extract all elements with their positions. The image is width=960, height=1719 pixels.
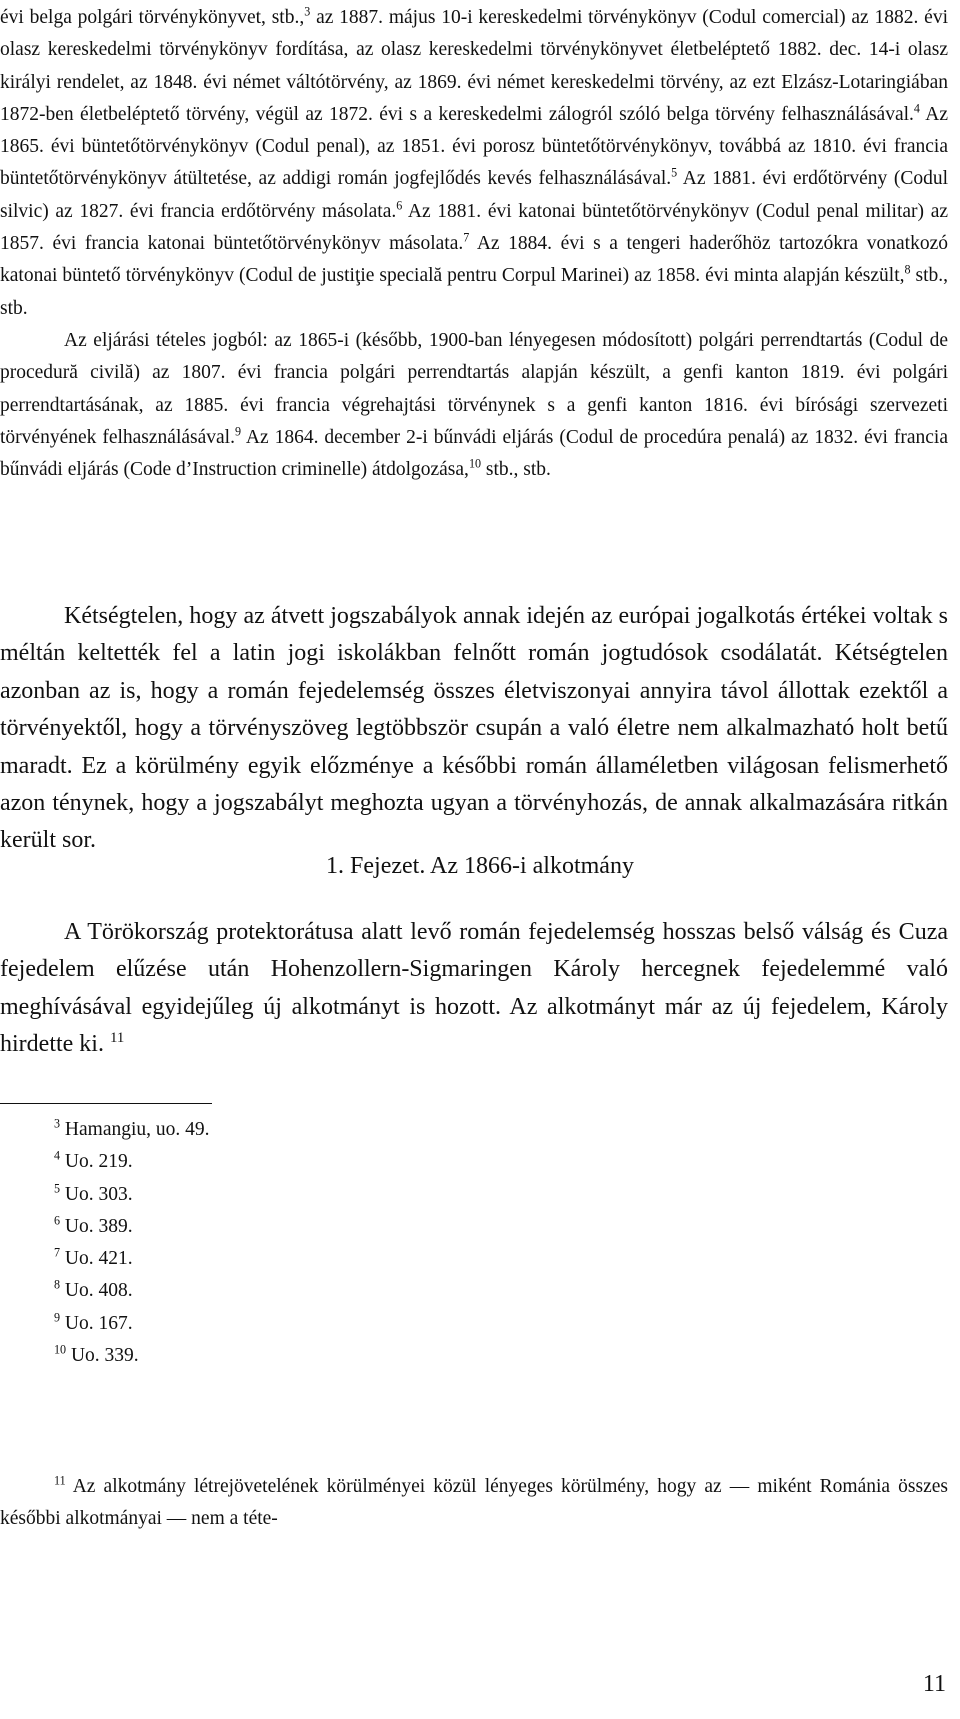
footnote-ref[interactable]: 10 <box>468 456 482 471</box>
footnote-item <box>54 1146 210 1178</box>
text-run: stb., stb. <box>0 265 948 319</box>
footnote-number: 11 <box>54 1473 66 1488</box>
footnote-ref[interactable]: 5 <box>671 166 678 180</box>
footnote-text: Uo. 303. <box>64 1183 133 1205</box>
footnote-number: 9 <box>54 1310 61 1325</box>
footnote-ref[interactable]: 7 <box>463 230 470 245</box>
text-run: stb., stb. <box>481 459 551 481</box>
footnote-ref[interactable]: 3 <box>304 4 311 19</box>
text-run: Az 1881. évi erdőtörvény (Codul silvic) az 1827. évi francia erdőtörvény másolata. <box>0 168 949 222</box>
footnote-item <box>54 1340 210 1372</box>
footnote-number: 4 <box>54 1148 61 1163</box>
paragraph-procedure-law <box>0 325 948 486</box>
footnote-long-text <box>0 1471 948 1536</box>
text-run: Az eljárási tételes jogból: az 1865-i (később, 1900-ban lényegesen módosított) polgári perrendtartás (Codul de procedură civilă) az 1807. évi francia polgári perrendtartás alapján készült, a genfi kanton 1819. évi polgári perrendtartásának, az 1885. évi francia végrehajtási törvénynek s a genfi kanton 1816. évi bírósági szervezeti törvényének felhasználásával. <box>0 329 948 448</box>
footnote-ref[interactable]: 11 <box>109 1030 125 1046</box>
paragraph-codes-list <box>0 2 948 325</box>
text-run: Az 1864. december 2-i bűnvádi eljárás (Codul de procedúra penalá) az 1832. évi francia bűnvádi eljárás (Code d’Instruction criminelle) átdolgozása, <box>0 426 949 481</box>
footnote-text: Uo. 408. <box>64 1280 133 1302</box>
top-block <box>0 2 948 486</box>
footnote-item <box>54 1308 210 1340</box>
footnote-number: 6 <box>54 1213 61 1228</box>
paragraph-assessment: Kétségtelen, hogy az átvett jogszabályok annak idején az európai jogalkotás értékei voltak s méltán keltették fel a latin jogi iskolákban felnőtt román jogtudósok csodálatát. Kétségtelen azonban az is, hogy a román fejedelemség összes életviszonyai annyira távol állottak ezektől a törvényektől, hogy a törvényszöveg legtöbbször csupán a való életre nem alkalmazható holt betű maradt. Ez a körülmény egyik előzménye a későbbi román államéletben világosan felismerhető azon ténynek, hogy a jogszabályt meghozta ugyan a törvényhozás, de annak alkalmazására ritkán került sor. <box>0 603 948 854</box>
footnote-text: Uo. 421. <box>64 1248 133 1270</box>
footnote-text: Hamangiu, uo. 49. <box>64 1119 210 1140</box>
footnote-ref[interactable]: 8 <box>904 262 911 277</box>
footnote-item <box>54 1211 210 1243</box>
footnote-number: 3 <box>54 1116 61 1131</box>
footnote-item <box>54 1275 210 1307</box>
chapter-title: 1. Fejezet. Az 1866-i alkotmány <box>326 853 634 879</box>
text-run: az 1887. május 10-i kereskedelmi törvénykönyv (Codul comercial) az 1882. évi olasz kereskedelmi törvénykönyv fordítása, az olasz kereskedelmi törvénykönyvet életbeléptető 1882. dec. 14-i olasz királyi rendelet, az 1848. évi német váltótörvény, az 1869. évi német kereskedelmi törvény, az ezt Elzász-Lotaringiában 1872-ben életbeléptető törvény, végül az 1872. évi s a kereskedelmi zálogról szóló belga törvény felhasználásával. <box>0 7 948 125</box>
footnote-number: 8 <box>54 1278 61 1292</box>
text-run: A Törökország protektorátusa alatt levő román fejedelemség hosszas belső válság és Cuza fejedelem elűzése után Hohenzollern-Sigmaringen Károly hercegnek fejedelemmé való meghívásával egyidejűleg új alkotmányt is hozott. Az alkotmányt már az új fejedelem, Károly hirdette ki. <box>0 919 948 1058</box>
footnote-ref[interactable]: 9 <box>234 424 242 439</box>
body-block <box>0 598 948 860</box>
footnote-item <box>54 1179 210 1211</box>
text-run: évi belga polgári törvénykönyvet, stb., <box>0 7 305 28</box>
footnote-number: 5 <box>54 1181 61 1196</box>
footnote-item <box>54 1114 210 1146</box>
footnote-text: Uo. 219. <box>64 1151 133 1173</box>
footnote-list <box>54 1114 210 1372</box>
footnote-text: Uo. 389. <box>64 1215 133 1237</box>
footnote-item-11 <box>0 1471 948 1536</box>
footnote-ref[interactable]: 6 <box>396 198 403 213</box>
footnote-item <box>54 1243 210 1275</box>
text-run: Az 1865. évi büntetőtörvénykönyv (Codul penal), az 1851. évi porosz büntetőtörvénykönyv, továbbá az 1810. évi francia büntetőtörvénykönyv átültetése, az addigi román jogfejlődés kevés felhasználásával. <box>0 103 948 190</box>
footnote-number: 10 <box>54 1342 67 1357</box>
footnote-ref[interactable]: 4 <box>913 101 920 116</box>
footnote-separator <box>0 1103 212 1104</box>
text-run: Az 1884. évi s a tengeri haderőhöz tartozókra vonatkozó katonai büntető törvénykönyv (Codul de justiţie specială pentru Corpul Marinei) az 1858. évi minta alapján készült, <box>0 233 948 287</box>
footnote-text: Uo. 167. <box>64 1312 133 1334</box>
footnote-text: Uo. 339. <box>70 1345 139 1367</box>
footnote-text: Az alkotmány létrejövetelének körülményei közül lényeges körülmény, hogy az — miként Románia összes későbbi alkotmányai — nem a téte- <box>0 1476 948 1530</box>
footnote-number: 7 <box>54 1245 61 1260</box>
text-run: Az 1881. évi katonai büntetőtörvénykönyv (Codul penal militar) az 1857. évi francia katonai büntetőtörvénykönyv másolata. <box>0 200 949 255</box>
chapter-block <box>0 914 948 1064</box>
page-number: 11 <box>922 1671 946 1697</box>
paragraph-constitution <box>0 914 948 1064</box>
